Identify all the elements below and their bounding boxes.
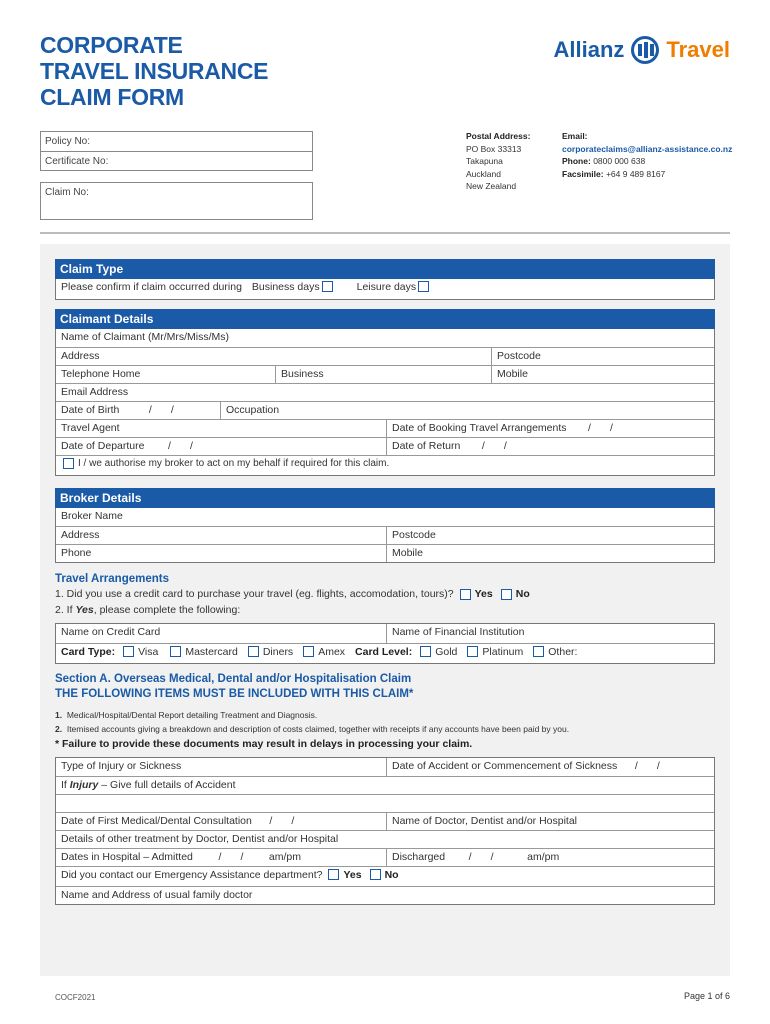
claimant-email-field[interactable]: Email Address bbox=[61, 386, 129, 398]
logo-travel-text: Travel bbox=[666, 37, 730, 62]
emergency-no-checkbox[interactable] bbox=[370, 869, 381, 880]
name-on-card-field[interactable]: Name on Credit Card bbox=[61, 626, 161, 638]
no-label: No bbox=[515, 588, 530, 600]
visa-label: Visa bbox=[138, 646, 159, 658]
email-heading: Email: bbox=[562, 131, 588, 141]
allianz-travel-logo bbox=[553, 36, 730, 64]
amex-checkbox[interactable] bbox=[303, 646, 314, 657]
claimant-postcode-field[interactable]: Postcode bbox=[491, 348, 714, 365]
postal-line: PO Box 33313 bbox=[466, 143, 522, 154]
claimant-mobile-field[interactable]: Mobile bbox=[491, 366, 714, 383]
claim-type-heading: Claim Type bbox=[55, 259, 715, 279]
date-slash: / bbox=[170, 404, 174, 416]
date-slash: / bbox=[610, 422, 613, 434]
required-item-2 bbox=[55, 724, 569, 734]
question-2-suffix: , please complete the following: bbox=[93, 604, 241, 616]
logo-allianz-text: Allianz bbox=[553, 37, 625, 62]
phone-label: Phone: bbox=[562, 156, 591, 166]
date-slash: / bbox=[588, 422, 591, 434]
injury-prefix: If bbox=[61, 779, 67, 791]
business-days-checkbox[interactable] bbox=[322, 281, 333, 292]
date-slash: / bbox=[168, 440, 171, 452]
title-line-2: TRAVEL INSURANCE bbox=[40, 58, 269, 84]
policy-certificate-box bbox=[40, 131, 313, 171]
item-2-number: 2. bbox=[55, 724, 63, 734]
dob-label: Date of Birth bbox=[61, 404, 120, 416]
travel-question-2 bbox=[55, 604, 240, 616]
postal-line: Auckland bbox=[466, 168, 501, 179]
gold-label: Gold bbox=[435, 646, 458, 658]
question-2-prefix: 2. If bbox=[55, 604, 76, 616]
telephone-business-field[interactable]: Business bbox=[275, 366, 491, 383]
hospital-discharged-field[interactable] bbox=[386, 849, 714, 866]
other-card-checkbox[interactable] bbox=[533, 646, 544, 657]
family-doctor-field[interactable]: Name and Address of usual family doctor bbox=[61, 889, 253, 901]
credit-card-section bbox=[55, 623, 715, 664]
broker-details-section bbox=[55, 488, 715, 563]
postal-line: New Zealand bbox=[466, 181, 517, 191]
question-2-emphasis: Yes bbox=[75, 604, 94, 616]
form-title bbox=[40, 32, 268, 110]
claimant-details-section bbox=[55, 309, 715, 476]
booking-label: Date of Booking Travel Arrangements bbox=[392, 422, 567, 434]
yes-label: Yes bbox=[474, 588, 493, 600]
emergency-yes-label: Yes bbox=[343, 869, 362, 881]
authorise-broker-checkbox[interactable] bbox=[63, 458, 74, 469]
postal-address bbox=[466, 130, 530, 193]
accident-details-field[interactable] bbox=[56, 777, 714, 794]
broker-mobile-field[interactable]: Mobile bbox=[386, 545, 714, 562]
mastercard-label: Mastercard bbox=[185, 646, 238, 658]
date-slash: / bbox=[481, 440, 485, 452]
diners-label: Diners bbox=[262, 646, 294, 658]
date-slash: / bbox=[490, 851, 494, 863]
card-type-label: Card Type: bbox=[61, 646, 116, 658]
accident-details-line[interactable] bbox=[56, 795, 714, 812]
fax-value: +64 9 489 8167 bbox=[605, 168, 666, 179]
accident-date-field[interactable] bbox=[386, 758, 714, 776]
emergency-yes-checkbox[interactable] bbox=[328, 869, 339, 880]
date-slash: / bbox=[634, 760, 638, 772]
departure-label: Date of Departure bbox=[61, 440, 145, 452]
phone-value: 0800 000 638 bbox=[593, 156, 646, 166]
claim-type-prompt: Please confirm if claim occurred during bbox=[61, 281, 242, 293]
claim-type-section bbox=[55, 259, 715, 300]
fax-label: Facsimile: bbox=[562, 168, 604, 179]
postal-line: Takapuna bbox=[466, 156, 503, 166]
other-treatment-field[interactable]: Details of other treatment by Doctor, Dentist and/or Hospital bbox=[61, 833, 339, 845]
broker-address-field[interactable]: Address bbox=[61, 529, 100, 541]
credit-card-no-checkbox[interactable] bbox=[501, 589, 512, 600]
claimant-address-field[interactable]: Address bbox=[61, 350, 100, 362]
admitted-label: Dates in Hospital – Admitted bbox=[61, 851, 193, 863]
date-slash: / bbox=[218, 851, 222, 863]
other-card-label: Other: bbox=[548, 646, 578, 658]
platinum-label: Platinum bbox=[482, 646, 524, 658]
allianz-eagle-icon bbox=[631, 36, 659, 64]
section-a-subheading: THE FOLLOWING ITEMS MUST BE INCLUDED WITH THIS CLAIM* bbox=[55, 688, 414, 700]
occupation-field[interactable]: Occupation bbox=[220, 402, 714, 419]
emergency-no-label: No bbox=[384, 869, 399, 881]
section-a-heading: Section A. Overseas Medical, Dental and/or Hospitalisation Claim bbox=[55, 673, 412, 685]
date-slash: / bbox=[291, 815, 295, 827]
broker-phone-field[interactable]: Phone bbox=[61, 547, 92, 559]
diners-checkbox[interactable] bbox=[248, 646, 259, 657]
injury-type-field[interactable]: Type of Injury or Sickness bbox=[61, 760, 182, 772]
discharged-label: Discharged bbox=[392, 851, 446, 863]
first-consultation-field[interactable] bbox=[56, 813, 386, 830]
mastercard-checkbox[interactable] bbox=[170, 646, 181, 657]
date-slash: / bbox=[656, 760, 660, 772]
leisure-days-checkbox[interactable] bbox=[418, 281, 429, 292]
admitted-ampm: am/pm bbox=[268, 851, 301, 863]
card-level-label: Card Level: bbox=[355, 646, 413, 658]
contact-details bbox=[562, 130, 732, 180]
postal-heading: Postal Address: bbox=[466, 131, 531, 141]
claimant-name-field[interactable]: Name of Claimant (Mr/Mrs/Miss/Ms) bbox=[61, 331, 230, 343]
amex-label: Amex bbox=[318, 646, 346, 658]
item-1-number: 1. bbox=[55, 710, 63, 720]
date-of-departure-field[interactable] bbox=[56, 438, 386, 455]
title-line-3: CLAIM FORM bbox=[40, 84, 184, 110]
claim-no-box bbox=[40, 182, 313, 220]
travel-question-1 bbox=[55, 588, 530, 600]
certificate-no-field[interactable]: Certificate No: bbox=[41, 151, 312, 170]
first-consultation-label: Date of First Medical/Dental Consultation bbox=[61, 815, 252, 827]
date-of-booking-field[interactable] bbox=[386, 420, 714, 437]
claim-no-field[interactable]: Claim No: bbox=[45, 187, 89, 198]
visa-checkbox[interactable] bbox=[123, 646, 134, 657]
claimant-details-heading: Claimant Details bbox=[55, 309, 715, 329]
required-item-1 bbox=[55, 710, 317, 720]
form-code: COCF2021 bbox=[55, 993, 96, 1002]
platinum-checkbox[interactable] bbox=[467, 646, 478, 657]
date-of-birth-field[interactable] bbox=[56, 402, 220, 419]
discharged-ampm: am/pm bbox=[527, 851, 560, 863]
question-1-text: 1. Did you use a credit card to purchase your travel (eg. flights, accomodation, tours)? bbox=[55, 588, 454, 600]
doctor-name-field[interactable]: Name of Doctor, Dentist and/or Hospital bbox=[386, 813, 714, 830]
travel-agent-field[interactable]: Travel Agent bbox=[61, 422, 120, 434]
leisure-days-label: Leisure days bbox=[356, 281, 417, 293]
broker-postcode-field[interactable]: Postcode bbox=[386, 527, 714, 544]
page-number: Page 1 of 6 bbox=[683, 991, 730, 1001]
financial-institution-field[interactable]: Name of Financial Institution bbox=[386, 624, 714, 643]
date-slash: / bbox=[269, 815, 273, 827]
return-label: Date of Return bbox=[392, 440, 461, 452]
credit-card-yes-checkbox[interactable] bbox=[460, 589, 471, 600]
emergency-question: Did you contact our Emergency Assistance department? bbox=[61, 869, 323, 881]
date-slash: / bbox=[148, 404, 152, 416]
title-line-1: CORPORATE bbox=[40, 32, 183, 58]
header-divider bbox=[40, 232, 730, 234]
broker-name-field[interactable]: Broker Name bbox=[61, 510, 123, 522]
documents-warning: * Failure to provide these documents may result in delays in processing your claim. bbox=[55, 738, 473, 750]
date-slash: / bbox=[503, 440, 507, 452]
broker-details-heading: Broker Details bbox=[55, 488, 715, 508]
date-slash: / bbox=[468, 851, 472, 863]
policy-no-field[interactable]: Policy No: bbox=[45, 136, 91, 147]
date-of-return-field[interactable] bbox=[386, 438, 714, 455]
authorise-broker-label: I / we authorise my broker to act on my behalf if required for this claim. bbox=[78, 458, 390, 469]
injury-suffix: – Give full details of Accident bbox=[101, 779, 236, 791]
hospital-admitted-field[interactable] bbox=[56, 849, 386, 866]
accident-date-label: Date of Accident or Commencement of Sickness bbox=[392, 760, 618, 772]
travel-arrangements-heading: Travel Arrangements bbox=[55, 573, 169, 585]
gold-checkbox[interactable] bbox=[420, 646, 431, 657]
date-slash: / bbox=[190, 440, 193, 452]
item-2-text: Itemised accounts giving a breakdown and description of costs claimed, together with receipts if any accounts have been paid by you. bbox=[66, 724, 570, 734]
telephone-home-field[interactable]: Telephone Home bbox=[61, 368, 141, 380]
item-1-text: Medical/Hospital/Dental Report detailing Treatment and Diagnosis. bbox=[66, 710, 318, 720]
email-link[interactable]: corporateclaims@allianz-assistance.co.nz bbox=[562, 143, 733, 154]
business-days-label: Business days bbox=[251, 281, 320, 293]
medical-claim-section bbox=[55, 757, 715, 905]
injury-emphasis: Injury bbox=[69, 779, 99, 791]
date-slash: / bbox=[240, 851, 244, 863]
